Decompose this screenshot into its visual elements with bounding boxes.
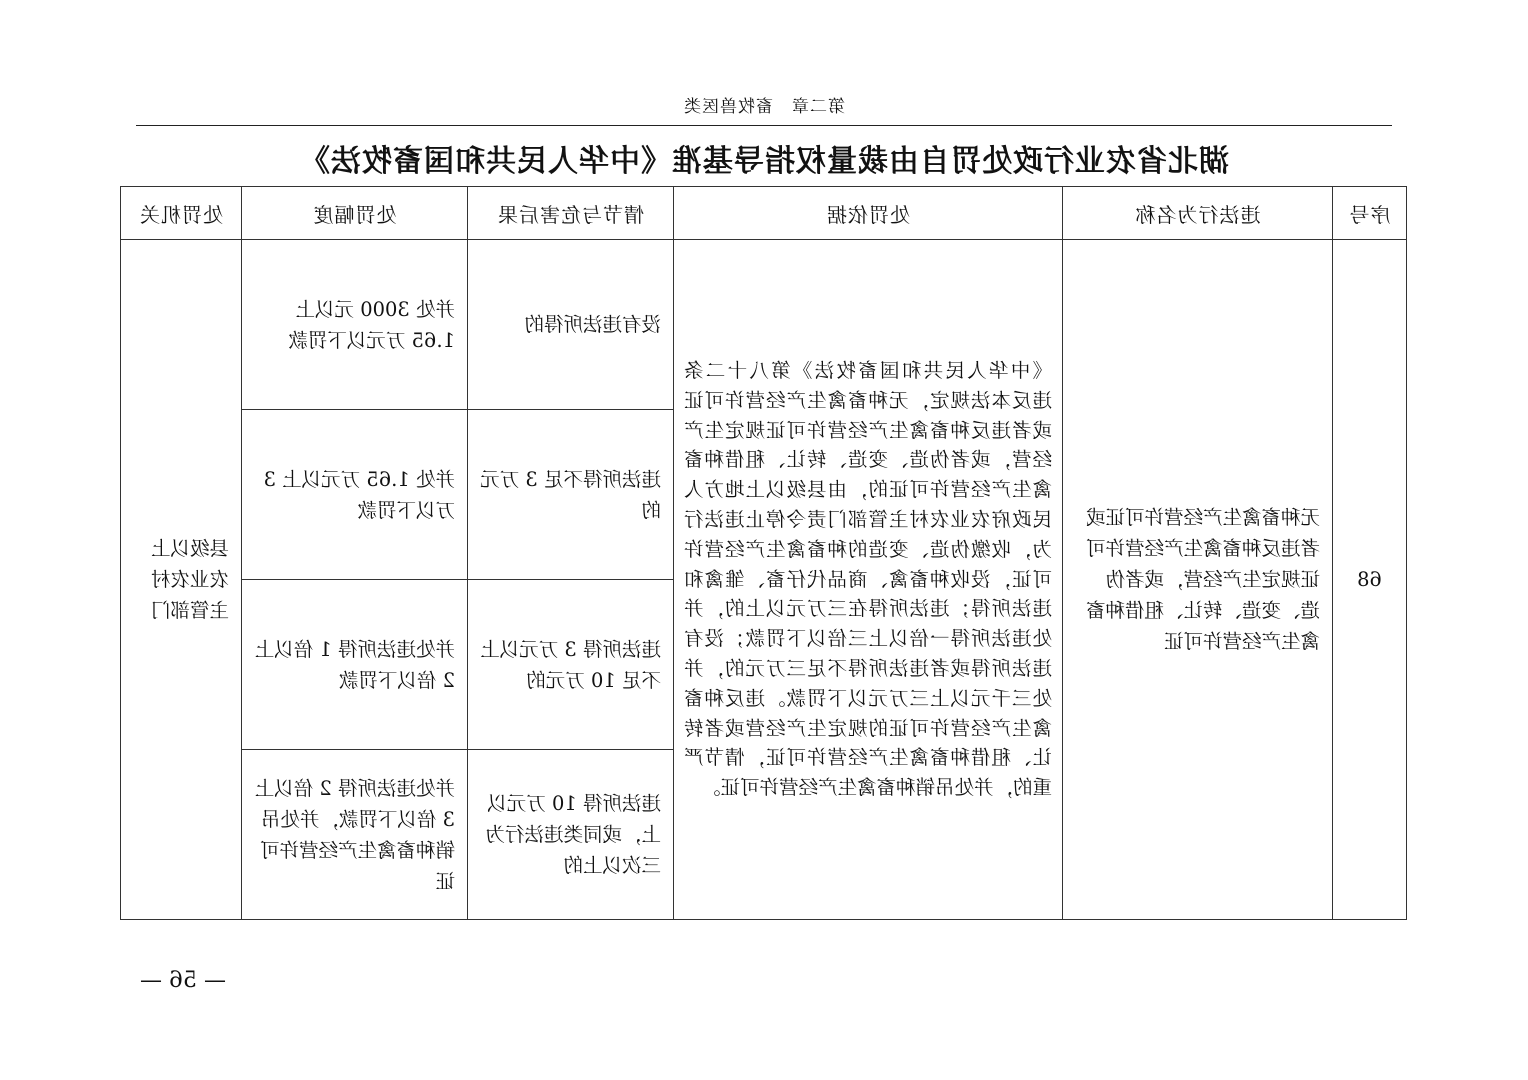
column-header-circumstance: 情节与危害后果 bbox=[468, 187, 674, 240]
document-title: 湖北省农业行政处罚自由裁量权指导基准《中华人民共和国畜牧法》 bbox=[299, 144, 1229, 179]
column-header-basis: 处罚依据 bbox=[674, 187, 1063, 240]
penalty-table bbox=[120, 186, 1407, 920]
circumstance-cell-1 bbox=[468, 240, 674, 410]
circumstance-cell-4 bbox=[468, 750, 674, 920]
circumstance-text: 违法所得 10 万元以上，或同类违法行为三次以上的 bbox=[485, 792, 661, 877]
penalty-text: 并处违法所得 2 倍以上 3 倍以下罚款，并处吊销种畜禽生产经营许可证 bbox=[254, 776, 455, 893]
penalty-authority: 县级以上农业农村主管部门 bbox=[150, 537, 229, 622]
circumstance-cell-3 bbox=[468, 580, 674, 750]
circumstance-text: 违法所得不足 3 万元的 bbox=[480, 467, 661, 522]
table-header-row bbox=[121, 187, 1407, 240]
table-row bbox=[121, 240, 1407, 410]
penalty-text: 并处 3000 元以上 1.65 万元以下罚款 bbox=[288, 297, 455, 352]
penalty-cell-2 bbox=[242, 410, 468, 580]
page-number: — 56 — bbox=[140, 968, 226, 993]
penalty-text: 并处违法所得 1 倍以上 2 倍以下罚款 bbox=[254, 637, 455, 692]
column-header-authority: 处罚机关 bbox=[121, 187, 242, 240]
penalty-text: 并处 1.65 万元以上 3 万以下罚款 bbox=[263, 467, 455, 522]
circumstance-cell-2 bbox=[468, 410, 674, 580]
serial-cell bbox=[1333, 240, 1407, 920]
circumstance-text: 没有违法所得的 bbox=[524, 313, 661, 336]
chapter-header: 第二章 畜牧兽医类 bbox=[683, 97, 845, 117]
penalty-cell-3 bbox=[242, 580, 468, 750]
penalty-cell-1 bbox=[242, 240, 468, 410]
penalty-cell-4 bbox=[242, 750, 468, 920]
legal-basis: 《中华人民共和国畜牧法》第八十二条 违反本法规定，无种畜禽生产经营许可证或者违反种畜禽生产经营许可证规定生产经营，或者伪造、变造、转让、租借种畜禽生产经营许可证的，由县级以上地方人民政府农业农村主管部门责令停止违法行为，收缴伪造、变造的种畜禽生产经营许可证，没收种畜禽、商品代仔畜、雏禽和违法所得；违法所得在三万元以上的，并处违法所得一倍以上三倍以下罚款；没有违法所得或者违法所得不足三万元的，并处三千元以上三万元以下罚款。违反种畜禽生产经营许可证的规定生产经营或者转让、租借种畜禽生产经营许可证，情节严重的，并处吊销种畜禽生产经营许可证。 bbox=[664, 359, 1052, 800]
basis-cell bbox=[664, 240, 1063, 920]
column-header-serial: 序号 bbox=[1333, 187, 1407, 240]
serial-number: 68 bbox=[1357, 568, 1382, 591]
column-header-violation: 违法行为名称 bbox=[1063, 187, 1333, 240]
column-header-penalty: 处罚幅度 bbox=[242, 187, 468, 240]
violation-cell bbox=[1063, 240, 1333, 920]
circumstance-text: 违法所得 3 万元以上不足 10 万元的 bbox=[480, 637, 661, 692]
header-rule bbox=[136, 125, 1392, 126]
violation-name: 无种畜禽生产经营许可证或者违反种畜禽生产经营许可证规定生产经营，或者伪造、变造、转让、租借种畜禽生产经营许可证 bbox=[1085, 506, 1320, 653]
authority-cell bbox=[121, 240, 242, 920]
